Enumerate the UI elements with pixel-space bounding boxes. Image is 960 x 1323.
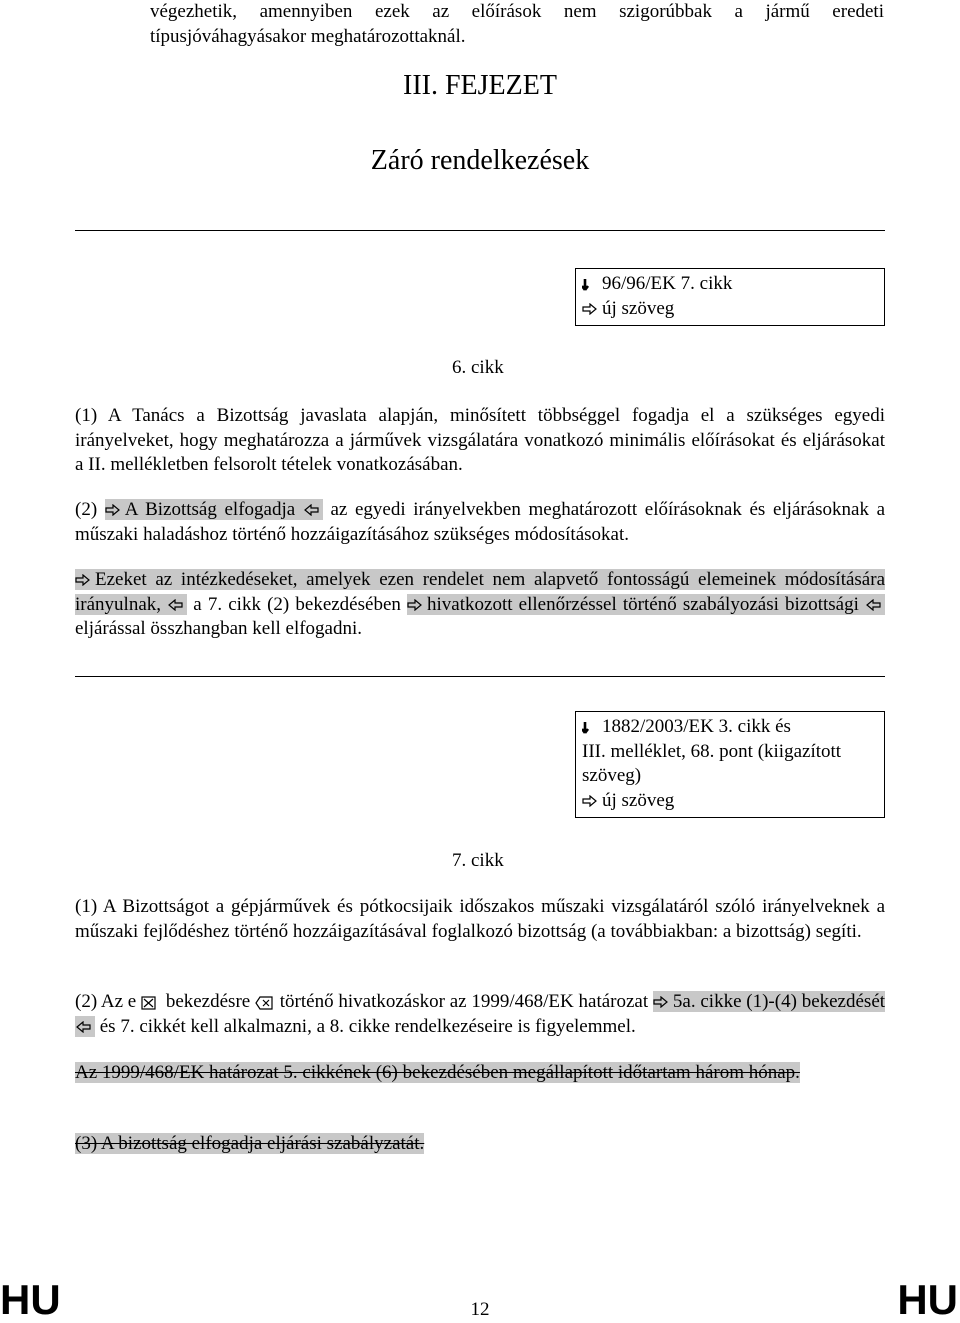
highlight-text: 5a. cikke (1)-(4) bekezdését [672, 991, 886, 1012]
arrow-left-outline-icon [75, 1021, 91, 1033]
arrow-right-outline-icon [653, 996, 669, 1008]
box-new-text-label: új szöveg [602, 789, 675, 811]
article-paragraph-2 [75, 990, 885, 1039]
box-source-label: 96/96/EK 7. cikk [602, 273, 733, 294]
deleted-text: (3) A bizottság elfogadja eljárási szabályzatát. [75, 1133, 425, 1154]
deleted-marker-icon [141, 996, 157, 1008]
divider [75, 676, 885, 677]
deleted-text: Az 1999/468/EK határozat 5. cikkének (6) bekezdésében megállapított időtartam három hónap. [75, 1062, 800, 1083]
paragraph-text: történő hivatkozáskor az 1999/468/EK határozat [279, 991, 649, 1012]
arrow-down-icon [582, 278, 598, 290]
arrow-right-outline-icon [105, 504, 121, 516]
box-source-label: szöveg) [582, 765, 642, 786]
deleted-paragraph [75, 1132, 885, 1157]
box-new-text-label: új szöveg [602, 297, 675, 319]
highlight-text: hivatkozott ellenőrzéssel történő szabályozási bizottsági [427, 593, 859, 615]
paragraph-text: bekezdésre [165, 991, 251, 1012]
arrow-right-outline-icon [407, 599, 423, 611]
arrow-left-outline-icon [865, 599, 881, 611]
footer-language-left: HU [0, 1276, 61, 1323]
box-source-label: 1882/2003/EK 3. cikk és [602, 716, 791, 737]
paragraph-number: (2) [75, 499, 98, 520]
deleted-end-marker-icon [255, 996, 271, 1008]
paragraph-text: eljárással összhangban kell elfogadni. [75, 618, 363, 639]
article-paragraph-2 [75, 498, 885, 547]
inserted-text [407, 594, 885, 615]
source-reference-box [575, 711, 885, 818]
inserted-text [105, 499, 323, 520]
paragraph-text: a 7. cikk (2) bekezdésében [193, 593, 401, 615]
chapter-heading: III. FEJEZET [403, 70, 557, 101]
paragraph-text: (2) Az e [75, 991, 137, 1012]
page-number: 12 [470, 1299, 490, 1320]
arrow-right-outline-icon [582, 303, 598, 315]
article-paragraph: (1) A Tanács a Bizottság javaslata alapján, minősített többséggel fogadja el a szükséges egyedi irányelveket, hogy meghatározza a járművek vizsgálatára vonatkozó minimális előírásokat és eljárásokat a II. mellékletben felsorolt tételek vonatkozásában. [75, 405, 885, 475]
deleted-paragraph [75, 1061, 885, 1086]
highlight-text: A Bizottság elfogadja [124, 499, 296, 520]
highlight-text: Ezeket az intézkedéseket, amelyek ezen rendelet nem alapvető fontosságú elemeinek módosítására irányulnak, [75, 569, 885, 615]
arrow-left-outline-icon [303, 504, 319, 516]
box-source-label: III. melléklet, 68. pont (kiigazított [582, 740, 842, 762]
arrow-down-icon [582, 721, 598, 733]
divider [75, 230, 885, 231]
intro-paragraph: végezhetik, amennyiben ezek az előírások nem szigorúbbak a jármű eredeti típusjóváhagyásakor meghatározottaknál. [150, 1, 884, 47]
chapter-title: Záró rendelkezések [370, 145, 590, 176]
article-heading: 7. cikk [452, 850, 504, 871]
source-reference-box [575, 268, 885, 326]
article-heading: 6. cikk [452, 357, 504, 378]
article-paragraph-3 [75, 568, 885, 642]
footer-language-right: HU [897, 1276, 958, 1323]
arrow-right-outline-icon [75, 574, 91, 586]
arrow-left-outline-icon [167, 599, 183, 611]
paragraph-text: az egyedi irányelvekben meghatározott előírásoknak és eljárásoknak a műszaki haladáshoz történő hozzáigazításához szükséges módosításokat. [75, 499, 886, 545]
arrow-right-outline-icon [582, 795, 598, 807]
paragraph-text: és 7. cikkét kell alkalmazni, a 8. cikke rendelkezéseire is figyelemmel. [99, 1015, 636, 1037]
article-paragraph: (1) A Bizottságot a gépjárművek és pótkocsijaik időszakos műszaki vizsgálatáról szóló irányelveknek a műszaki fejlődéshez történő hozzáigazításával foglalkozó bizottság (a továbbiakban: a bizottság) segíti. [75, 896, 885, 942]
